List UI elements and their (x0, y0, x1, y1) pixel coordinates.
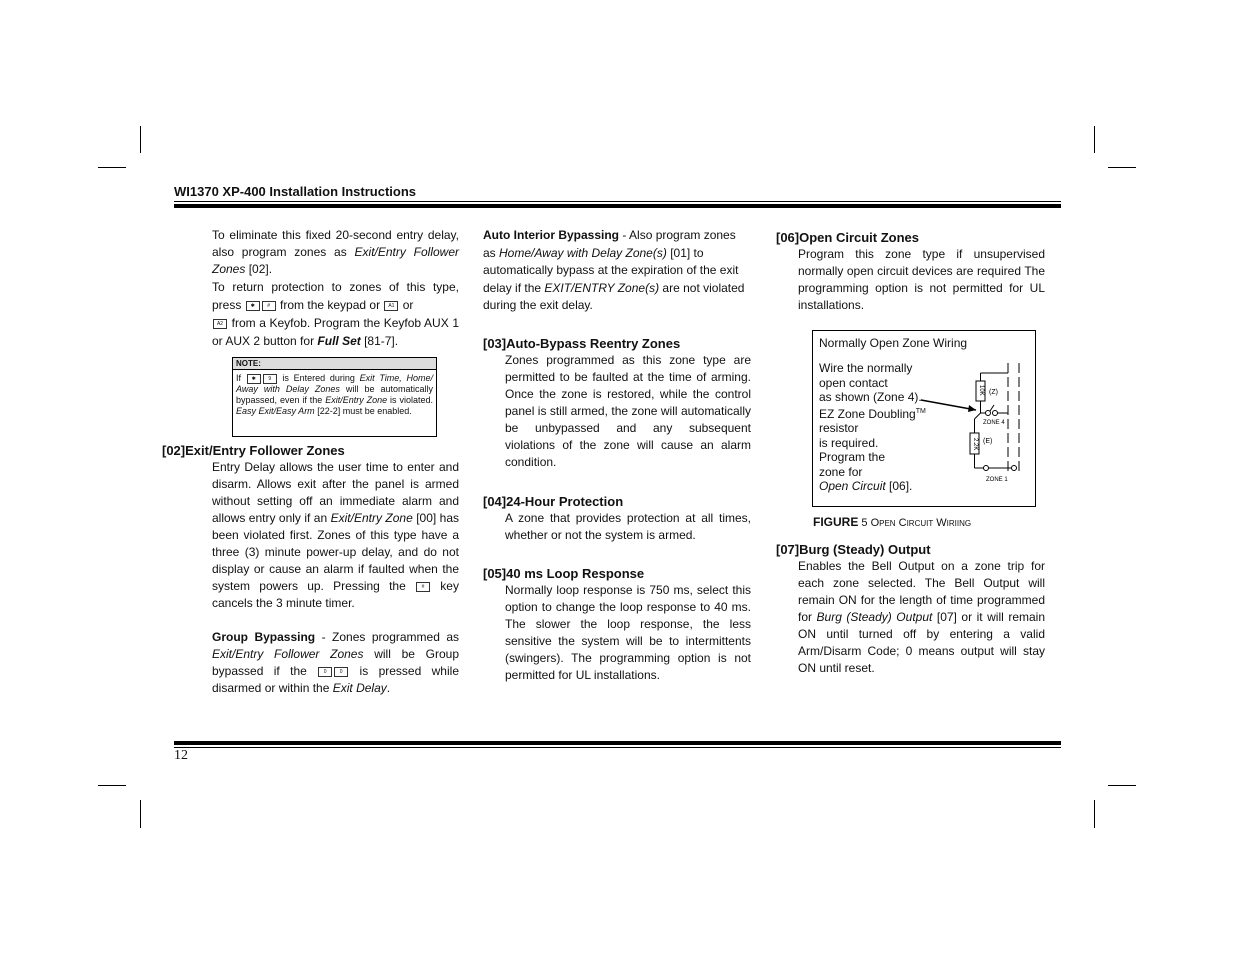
footer-rule-thick (174, 741, 1061, 745)
crop-mark (140, 800, 141, 828)
column-3 (776, 229, 1045, 314)
column-2 (483, 227, 751, 684)
section-03-body: Zones programmed as this zone type are permitted to be faulted at the time of arming. Once the zone is restored, while the control panel is still armed, the zone will automatically be unbypassed and any subsequent violations of the zone will cause an alarm condition. (505, 352, 751, 469)
section-07-body: Enables the Bell Output on a zone trip for each zone selected. The Bell Output will remain ON for the length of time programmed for Burg (Steady) Output [07] or it will remain ON until turned off by entering a valid Arm/Disarm Code; 0 means output will stay ON until reset. (798, 559, 1046, 675)
crop-mark (98, 167, 126, 168)
figure-normally-open-wiring (812, 330, 1036, 507)
zero-key-icon: 0 (318, 667, 332, 677)
hash-key-icon: # (416, 582, 430, 592)
paragraph-return-protection: To return protection to zones of this type, press ✱ # from the keypad or A1 or A2 from a Keyfob. Program the Keyfob AUX 1 or AUX 2 button for Full Set [81-7]. (212, 280, 459, 348)
note-box (232, 357, 437, 437)
section-05-title: [05]40 ms Loop Response (483, 565, 645, 581)
crop-mark (98, 785, 126, 786)
section-02-body: Entry Delay allows the user time to enter and disarm. Allows exit after the panel is armed without setting off an immediate alarm and allows entry only if an Exit/Entry Zone [00] has been violated first. Zones of this type have a three (3) minute power-up delay, and do not display or cause an alarm if faulted when the system powers up. Pressing the # key cancels the 3 minute timer. (212, 460, 459, 610)
figure-caption: FIGURE 5 Open Circuit Wiriing (813, 515, 972, 529)
resistor-2-2k-label: 2.2K (972, 438, 978, 451)
column-3-lower (776, 541, 1045, 677)
section-04-body: A zone that provides protection at all times, whether or not the system is armed. (505, 510, 751, 542)
resistor-10k-label: 10K (978, 385, 984, 396)
page-header-title: WI1370 XP-400 Installation Instructions (174, 184, 417, 199)
paragraph-delay: To eliminate this fixed 20-second entry delay, also program zones as Exit/Entry Follower Zones [02]. (212, 228, 460, 276)
crop-mark (140, 126, 141, 153)
note-body: If ✱ 9 is Entered during Exit Time, Home/ Away with Delay Zones will be automatically bypassed, even if the Exit/Entry Zone is violated. Easy Exit/Easy Arm [22-2] must be enabled. (236, 373, 433, 416)
arrow-head-icon (968, 405, 976, 412)
contact-icon (1012, 466, 1017, 471)
group-bypassing-paragraph: Group Bypassing - Zones programmed as Exit/Entry Follower Zones will be Group bypassed if the 0 0 is pressed while disarmed or within the Exit Delay. (212, 630, 460, 695)
section-04-title: [04]24-Hour Protection (483, 493, 624, 509)
contact-icon (993, 411, 998, 416)
figure-title: Normally Open Zone Wiring (819, 336, 968, 350)
header-rule-thick (174, 204, 1061, 208)
zero-key-icon: 0 (334, 667, 348, 677)
zone-1-label: ZONE 1 (986, 477, 1008, 483)
note-heading: NOTE: (233, 358, 436, 370)
section-02-title: [02]Exit/Entry Follower Zones (162, 443, 345, 458)
section-03-title: [03]Auto-Bypass Reentry Zones (483, 335, 681, 351)
crop-mark (1094, 126, 1095, 153)
header-rule-thin (174, 201, 1061, 202)
footer-rule-thin (174, 747, 1061, 748)
wiring-diagram (813, 331, 1035, 506)
arrow-line (921, 400, 976, 410)
section-07-title: [07]Burg (Steady) Output (776, 542, 931, 557)
auto-interior-bypassing-paragraph: Auto Interior Bypassing - Also program zones as Home/Away with Delay Zone(s) [01] to automatically bypass at the expiration of the exit delay if the EXIT/ENTRY Zone(s) are not violated during the exit delay. (483, 228, 745, 312)
column-1 (162, 227, 459, 697)
zone-4-label: ZONE 4 (983, 420, 1005, 426)
e-terminal-label: (E) (983, 438, 993, 445)
section-06-body: Program this zone type if unsupervised normally open circuit devices are required The programming option is not permitted for UL installations. (798, 247, 1045, 312)
section-06-title: [06]Open Circuit Zones (776, 230, 920, 245)
a1-key-icon: A1 (384, 301, 398, 311)
star-key-icon: ✱ (247, 374, 261, 384)
contact-icon (984, 466, 989, 471)
crop-mark (1094, 800, 1095, 828)
contact-icon (986, 411, 991, 416)
z-terminal-label: (Z) (989, 389, 998, 396)
crop-mark (1108, 785, 1136, 786)
page-number: 12 (174, 748, 188, 763)
crop-mark (1108, 167, 1136, 168)
figure-text: Wire the normally open contact as shown (Zone 4). EZ Zone Doubling™ resistor is required. Program the zone for Open Circuit [06]. (819, 361, 926, 493)
nine-key-icon: 9 (263, 374, 277, 384)
star-key-icon: ✱ (246, 301, 260, 311)
section-05-body: Normally loop response is 750 ms, select this option to change the loop response to 40 ms. The slower the loop response, the less sensitive the system will be to intermittents (swingers). The programming option is not permitted for UL installations. (505, 582, 751, 682)
hash-key-icon: # (262, 301, 276, 311)
a2-key-icon: A2 (213, 319, 227, 329)
